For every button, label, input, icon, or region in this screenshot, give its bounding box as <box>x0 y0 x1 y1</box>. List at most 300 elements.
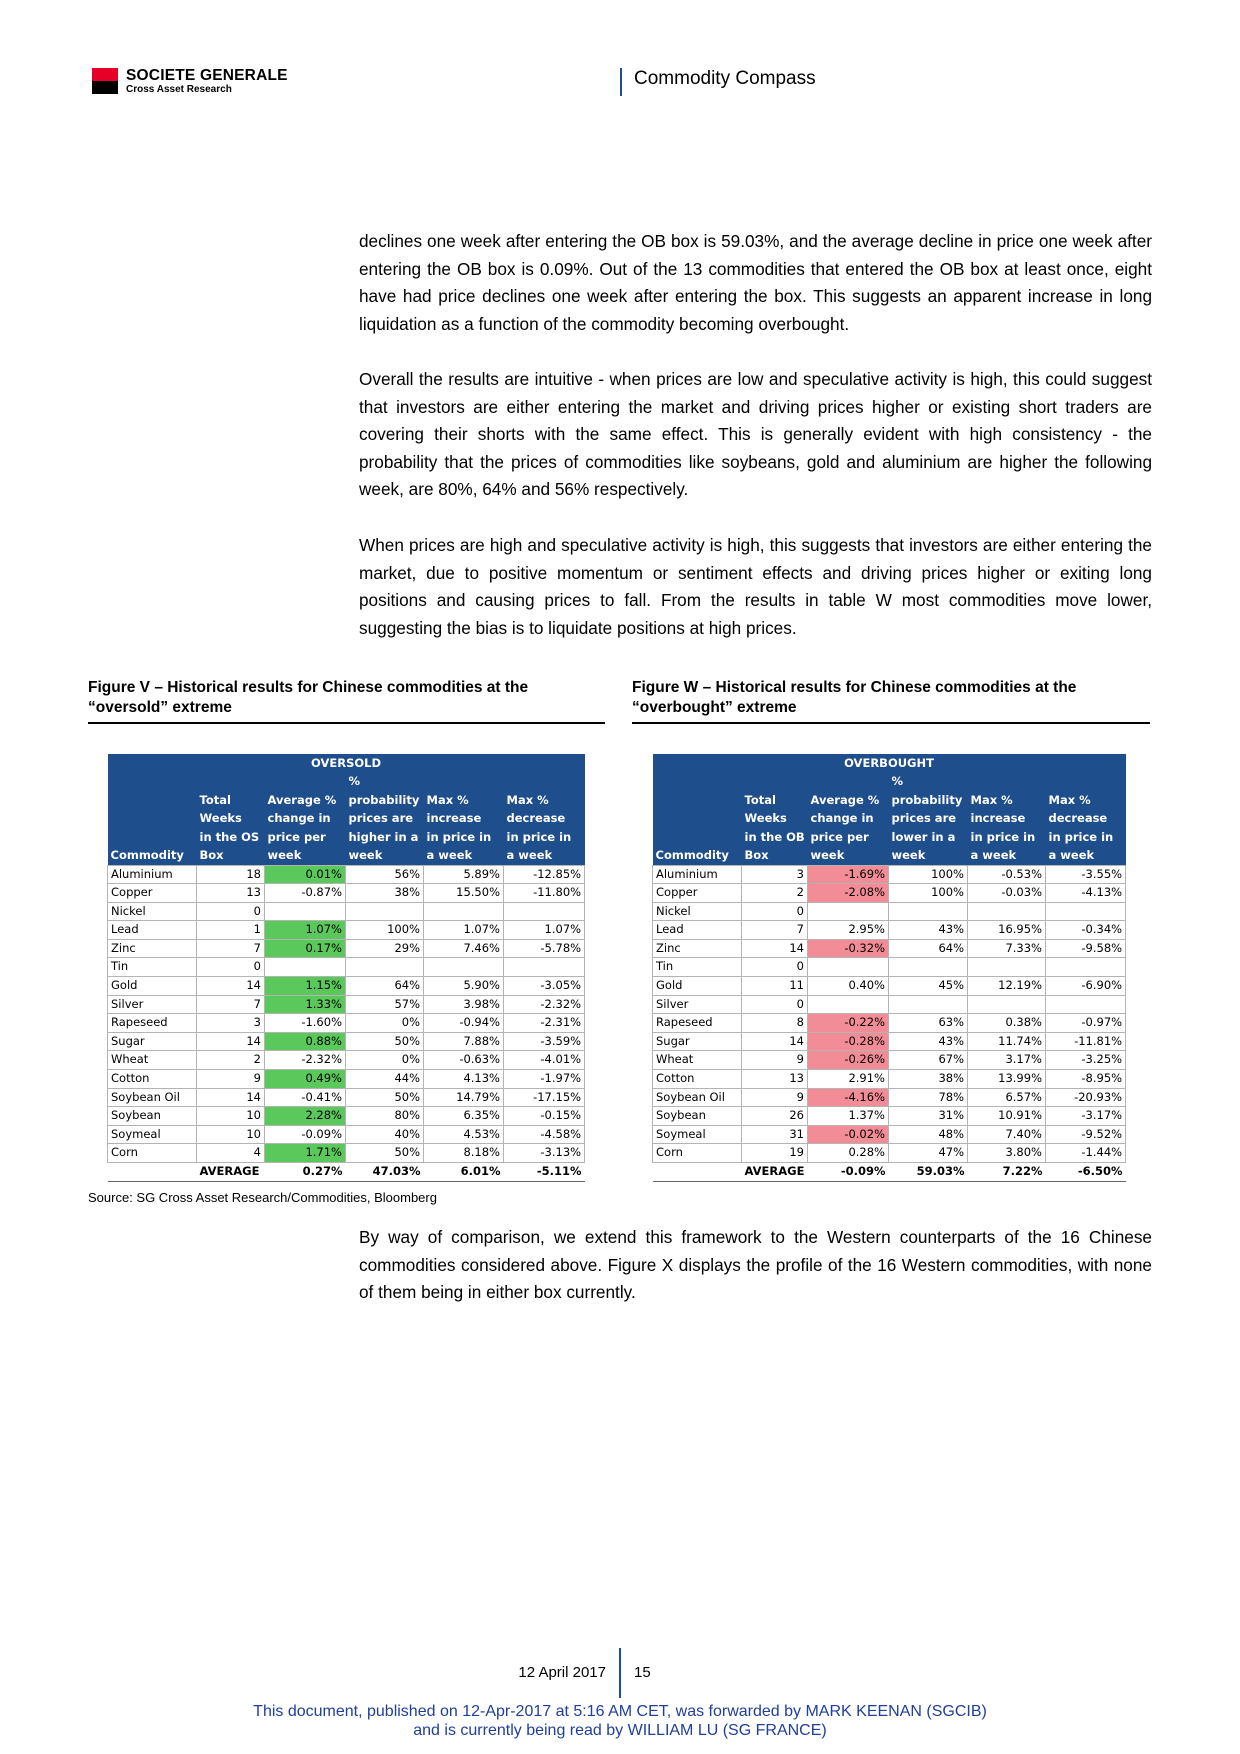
probability-cell: 47% <box>889 1144 968 1163</box>
max-decrease-cell: -11.81% <box>1046 1032 1126 1051</box>
avg-change-cell: 1.07% <box>265 921 346 940</box>
avg-change-cell: 1.33% <box>265 995 346 1014</box>
avg-change-cell: -1.60% <box>265 1014 346 1033</box>
max-increase-cell <box>968 995 1046 1014</box>
commodity-cell: Cotton <box>653 1070 742 1089</box>
commodity-cell: Sugar <box>108 1032 197 1051</box>
header-cell: week <box>808 846 889 865</box>
body-paragraph-4: By way of comparison, we extend this framework to the Western counterparts of the 16 Chinese commodities considered above. Figure X displays the profile of the 16 Western commodities, with none of them being in either box currently. <box>359 1227 1152 1302</box>
commodity-cell: Gold <box>108 977 197 996</box>
header-cell: a week <box>424 846 504 865</box>
weeks-cell: 7 <box>197 939 265 958</box>
probability-cell: 64% <box>346 977 424 996</box>
avg-change-cell: -0.26% <box>808 1051 889 1070</box>
max-decrease-cell <box>1046 902 1126 921</box>
header-cell: decrease <box>1046 809 1126 828</box>
avg-change-cell: -0.02% <box>808 1125 889 1144</box>
weeks-cell: 10 <box>197 1107 265 1126</box>
header-cell: in price in <box>424 828 504 847</box>
commodity-cell: Silver <box>108 995 197 1014</box>
weeks-cell: 0 <box>742 902 808 921</box>
max-increase-cell: 6.57% <box>968 1088 1046 1107</box>
avg-change-cell: 0.28% <box>808 1144 889 1163</box>
weeks-cell: 9 <box>742 1088 808 1107</box>
max-increase-cell: 3.17% <box>968 1051 1046 1070</box>
commodity-cell: Corn <box>108 1144 197 1163</box>
max-decrease-cell: -0.34% <box>1046 921 1126 940</box>
avg-change-cell: -0.87% <box>265 884 346 903</box>
average-max-increase: 6.01% <box>424 1163 504 1182</box>
header-commodity: Commodity <box>108 846 197 865</box>
probability-cell: 43% <box>889 921 968 940</box>
figure-w-caption: Figure W – Historical results for Chinese commodities at the “overbought” extreme <box>632 679 1077 716</box>
max-decrease-cell: -4.58% <box>504 1125 585 1144</box>
table-row <box>108 939 585 958</box>
table-row <box>108 1125 585 1144</box>
max-decrease-cell: -3.17% <box>1046 1107 1126 1126</box>
avg-change-cell: 0.49% <box>265 1070 346 1089</box>
header-cell: Weeks <box>742 809 808 828</box>
weeks-cell: 7 <box>742 921 808 940</box>
average-change: -0.09% <box>808 1163 889 1182</box>
commodity-cell: Lead <box>108 921 197 940</box>
header-cell: probability <box>346 791 424 810</box>
max-decrease-cell: -9.58% <box>1046 939 1126 958</box>
max-decrease-cell: -1.44% <box>1046 1144 1126 1163</box>
table-row <box>108 1051 585 1070</box>
figure-v-rule <box>88 722 605 724</box>
max-increase-cell: 3.80% <box>968 1144 1046 1163</box>
max-decrease-cell: -4.01% <box>504 1051 585 1070</box>
table-row <box>653 1051 1126 1070</box>
max-decrease-cell: -6.90% <box>1046 977 1126 996</box>
table-row <box>653 958 1126 977</box>
header-cell: Total <box>197 791 265 810</box>
weeks-cell: 8 <box>742 1014 808 1033</box>
commodity-cell: Copper <box>108 884 197 903</box>
weeks-cell: 0 <box>742 958 808 977</box>
avg-change-cell: -0.28% <box>808 1032 889 1051</box>
avg-change-cell: 1.37% <box>808 1107 889 1126</box>
weeks-cell: 2 <box>742 884 808 903</box>
commodity-cell: Soybean <box>108 1107 197 1126</box>
table-row <box>653 1070 1126 1089</box>
avg-change-cell: -0.41% <box>265 1088 346 1107</box>
max-increase-cell: 5.89% <box>424 865 504 884</box>
header-cell: Average % <box>808 791 889 810</box>
max-decrease-cell: -4.13% <box>1046 884 1126 903</box>
weeks-cell: 9 <box>197 1070 265 1089</box>
avg-change-cell <box>808 958 889 977</box>
probability-cell: 40% <box>346 1125 424 1144</box>
header-cell: in price in <box>1046 828 1126 847</box>
header-cell: increase <box>424 809 504 828</box>
header-cell: a week <box>1046 846 1126 865</box>
body-paragraph-2: Overall the results are intuitive - when prices are low and speculative activity is high, this could suggest that investors are either entering the market and driving prices higher or existing short traders are covering their shorts with the same effect. This is generally evident with high consistency - the probability that the prices of commodities like soybeans, gold and aluminium are higher the following week, are 80%, 64% and 56% respectively. <box>359 369 1152 499</box>
header-cell: Max % <box>1046 791 1126 810</box>
footer-divider <box>619 1648 621 1698</box>
average-max-increase: 7.22% <box>968 1163 1046 1182</box>
max-increase-cell <box>968 902 1046 921</box>
max-increase-cell: 5.90% <box>424 977 504 996</box>
source-note: Source: SG Cross Asset Research/Commodities, Bloomberg <box>88 1190 437 1205</box>
avg-change-cell: 1.15% <box>265 977 346 996</box>
table-row <box>653 977 1126 996</box>
avg-change-cell <box>808 995 889 1014</box>
avg-change-cell: -1.69% <box>808 865 889 884</box>
weeks-cell: 14 <box>197 1088 265 1107</box>
commodity-cell: Rapeseed <box>108 1014 197 1033</box>
probability-cell: 31% <box>889 1107 968 1126</box>
avg-change-cell <box>265 902 346 921</box>
header-cell: week <box>889 846 968 865</box>
weeks-cell: 18 <box>197 865 265 884</box>
probability-cell: 64% <box>889 939 968 958</box>
commodity-cell: Cotton <box>108 1070 197 1089</box>
max-increase-cell: 0.38% <box>968 1014 1046 1033</box>
figure-w-overbought-table <box>652 754 1126 1182</box>
max-increase-cell <box>424 958 504 977</box>
max-increase-cell: 4.53% <box>424 1125 504 1144</box>
table-row <box>653 939 1126 958</box>
table-row <box>108 1144 585 1163</box>
avg-change-cell: 2.91% <box>808 1070 889 1089</box>
avg-change-cell: 0.88% <box>265 1032 346 1051</box>
header-cell: Max % <box>968 791 1046 810</box>
max-decrease-cell: -3.05% <box>504 977 585 996</box>
weeks-cell: 14 <box>197 1032 265 1051</box>
table-row <box>108 1107 585 1126</box>
average-row <box>653 1163 1126 1182</box>
table-row <box>108 995 585 1014</box>
weeks-cell: 14 <box>197 977 265 996</box>
header-cell: Box <box>742 846 808 865</box>
probability-cell <box>889 995 968 1014</box>
probability-cell: 38% <box>346 884 424 903</box>
max-increase-cell: 4.13% <box>424 1070 504 1089</box>
max-increase-cell: 13.99% <box>968 1070 1046 1089</box>
max-increase-cell: 15.50% <box>424 884 504 903</box>
table-row <box>653 995 1126 1014</box>
max-decrease-cell: -3.25% <box>1046 1051 1126 1070</box>
commodity-cell: Soymeal <box>108 1125 197 1144</box>
probability-cell: 0% <box>346 1051 424 1070</box>
probability-cell <box>889 902 968 921</box>
probability-cell <box>889 958 968 977</box>
max-decrease-cell: -17.15% <box>504 1088 585 1107</box>
forwarding-notice-line-2: and is currently being read by WILLIAM LU (SG FRANCE) <box>413 1722 827 1739</box>
commodity-cell: Corn <box>653 1144 742 1163</box>
body-paragraph-3: When prices are high and speculative activity is high, this suggests that investors are either entering the market, due to positive momentum or sentiment effects and driving prices higher or exiting long positions and causing prices to fall. From the results in table W most commodities move lower, suggesting the bias is to liquidate positions at high prices. <box>359 535 1152 638</box>
weeks-cell: 10 <box>197 1125 265 1144</box>
probability-cell: 50% <box>346 1032 424 1051</box>
forwarding-notice-line-1: This document, published on 12-Apr-2017 at 5:16 AM CET, was forwarded by MARK KEENAN (SGCIB) <box>253 1703 987 1720</box>
average-row <box>108 1163 585 1182</box>
max-increase-cell: 11.74% <box>968 1032 1046 1051</box>
brand-name: SOCIETE GENERALE <box>126 67 288 84</box>
max-increase-cell: 7.88% <box>424 1032 504 1051</box>
weeks-cell: 14 <box>742 1032 808 1051</box>
weeks-cell: 2 <box>197 1051 265 1070</box>
brand-mark-icon <box>92 68 118 94</box>
weeks-cell: 13 <box>197 884 265 903</box>
weeks-cell: 31 <box>742 1125 808 1144</box>
weeks-cell: 13 <box>742 1070 808 1089</box>
commodity-cell: Aluminium <box>108 865 197 884</box>
table-group-title: OVERBOUGHT <box>653 754 1126 772</box>
header-cell: Total <box>742 791 808 810</box>
max-decrease-cell: 1.07% <box>504 921 585 940</box>
max-increase-cell: 7.40% <box>968 1125 1046 1144</box>
max-increase-cell: 12.19% <box>968 977 1046 996</box>
header-cell: Average % <box>265 791 346 810</box>
max-increase-cell: 3.98% <box>424 995 504 1014</box>
max-increase-cell: 1.07% <box>424 921 504 940</box>
header-cell: a week <box>504 846 585 865</box>
max-decrease-cell: -0.15% <box>504 1107 585 1126</box>
header-cell: change in <box>808 809 889 828</box>
weeks-cell: 3 <box>742 865 808 884</box>
avg-change-cell <box>808 902 889 921</box>
max-increase-cell <box>424 902 504 921</box>
header-cell: probability <box>889 791 968 810</box>
weeks-cell: 0 <box>742 995 808 1014</box>
weeks-cell: 9 <box>742 1051 808 1070</box>
max-decrease-cell: -3.59% <box>504 1032 585 1051</box>
commodity-cell: Zinc <box>108 939 197 958</box>
weeks-cell: 0 <box>197 958 265 977</box>
avg-change-cell: 2.95% <box>808 921 889 940</box>
max-decrease-cell: -1.97% <box>504 1070 585 1089</box>
probability-cell: 100% <box>889 884 968 903</box>
footer-date: 12 April 2017 <box>518 1664 606 1681</box>
commodity-cell: Soybean <box>653 1107 742 1126</box>
table-row <box>108 884 585 903</box>
avg-change-cell: 0.40% <box>808 977 889 996</box>
average-label: AVERAGE <box>197 1163 265 1182</box>
weeks-cell: 7 <box>197 995 265 1014</box>
probability-cell: 67% <box>889 1051 968 1070</box>
max-increase-cell <box>968 958 1046 977</box>
commodity-cell: Soymeal <box>653 1125 742 1144</box>
header-cell: prices are <box>346 809 424 828</box>
avg-change-cell: -2.08% <box>808 884 889 903</box>
max-decrease-cell: -11.80% <box>504 884 585 903</box>
probability-cell: 48% <box>889 1125 968 1144</box>
weeks-cell: 26 <box>742 1107 808 1126</box>
avg-change-cell: 0.17% <box>265 939 346 958</box>
probability-cell: 63% <box>889 1014 968 1033</box>
probability-cell: 38% <box>889 1070 968 1089</box>
commodity-cell: Tin <box>108 958 197 977</box>
weeks-cell: 11 <box>742 977 808 996</box>
commodity-cell: Wheat <box>653 1051 742 1070</box>
max-increase-cell: 8.18% <box>424 1144 504 1163</box>
avg-change-cell: -2.32% <box>265 1051 346 1070</box>
max-increase-cell: 7.33% <box>968 939 1046 958</box>
commodity-cell: Lead <box>653 921 742 940</box>
max-decrease-cell: -5.78% <box>504 939 585 958</box>
probability-cell: 45% <box>889 977 968 996</box>
header-cell: week <box>265 846 346 865</box>
commodity-cell: Zinc <box>653 939 742 958</box>
avg-change-cell: -0.32% <box>808 939 889 958</box>
avg-change-cell: -0.09% <box>265 1125 346 1144</box>
avg-change-cell: 0.01% <box>265 865 346 884</box>
probability-cell: 56% <box>346 865 424 884</box>
header-cell: Max % <box>424 791 504 810</box>
commodity-cell: Tin <box>653 958 742 977</box>
table-row <box>653 1107 1126 1126</box>
average-label: AVERAGE <box>742 1163 808 1182</box>
commodity-cell: Nickel <box>653 902 742 921</box>
probability-cell: 80% <box>346 1107 424 1126</box>
max-decrease-cell: -2.31% <box>504 1014 585 1033</box>
max-decrease-cell <box>504 958 585 977</box>
table-row <box>108 1014 585 1033</box>
header-cell: a week <box>968 846 1046 865</box>
commodity-cell: Silver <box>653 995 742 1014</box>
table-row <box>653 1014 1126 1033</box>
table-row <box>108 902 585 921</box>
max-decrease-cell <box>504 902 585 921</box>
probability-cell <box>346 958 424 977</box>
weeks-cell: 4 <box>197 1144 265 1163</box>
commodity-cell: Aluminium <box>653 865 742 884</box>
probability-cell: 100% <box>346 921 424 940</box>
header-cell: in the OS <box>197 828 265 847</box>
commodity-cell: Soybean Oil <box>653 1088 742 1107</box>
table-row <box>653 902 1126 921</box>
average-change: 0.27% <box>265 1163 346 1182</box>
table-row <box>653 1125 1126 1144</box>
max-increase-cell: -0.53% <box>968 865 1046 884</box>
header-cell: in price in <box>504 828 585 847</box>
weeks-cell: 0 <box>197 902 265 921</box>
header-cell: price per <box>808 828 889 847</box>
commodity-cell: Nickel <box>108 902 197 921</box>
average-probability: 47.03% <box>346 1163 424 1182</box>
average-max-decrease: -6.50% <box>1046 1163 1126 1182</box>
probability-cell: 29% <box>346 939 424 958</box>
header-cell: increase <box>968 809 1046 828</box>
commodity-cell: Copper <box>653 884 742 903</box>
table-row <box>653 921 1126 940</box>
commodity-cell: Gold <box>653 977 742 996</box>
avg-change-cell: -0.22% <box>808 1014 889 1033</box>
table-row <box>653 884 1126 903</box>
table-group-title: OVERSOLD <box>108 754 585 772</box>
max-increase-cell: 6.35% <box>424 1107 504 1126</box>
table-row <box>108 977 585 996</box>
max-increase-cell: 16.95% <box>968 921 1046 940</box>
max-decrease-cell: -2.32% <box>504 995 585 1014</box>
table-row <box>108 921 585 940</box>
avg-change-cell: 2.28% <box>265 1107 346 1126</box>
commodity-cell: Wheat <box>108 1051 197 1070</box>
max-decrease-cell <box>1046 995 1126 1014</box>
probability-cell: 100% <box>889 865 968 884</box>
probability-cell: 50% <box>346 1088 424 1107</box>
document-title: Commodity Compass <box>634 68 816 89</box>
header-percent-sign: % <box>346 772 424 791</box>
weeks-cell: 14 <box>742 939 808 958</box>
max-increase-cell: -0.63% <box>424 1051 504 1070</box>
max-decrease-cell: -20.93% <box>1046 1088 1126 1107</box>
table-row <box>653 865 1126 884</box>
body-paragraph-1: declines one week after entering the OB box is 59.03%, and the average decline in price one week after entering the OB box is 0.09%. Out of the 13 commodities that entered the OB box at least once, eight have had price declines one week after entering the box. This suggests an apparent increase in long liquidation as a function of the commodity becoming overbought. <box>359 231 1152 334</box>
probability-cell: 0% <box>346 1014 424 1033</box>
table-row <box>108 1070 585 1089</box>
header-cell: change in <box>265 809 346 828</box>
table-row <box>108 958 585 977</box>
max-increase-cell: -0.94% <box>424 1014 504 1033</box>
max-increase-cell: 7.46% <box>424 939 504 958</box>
header-cell: prices are <box>889 809 968 828</box>
max-increase-cell: 10.91% <box>968 1107 1046 1126</box>
figure-w-rule <box>632 722 1150 724</box>
page-number: 15 <box>634 1664 651 1681</box>
figure-v-caption: Figure V – Historical results for Chinese commodities at the “oversold” extreme <box>88 679 529 716</box>
header-percent-sign: % <box>889 772 968 791</box>
probability-cell: 50% <box>346 1144 424 1163</box>
brand-subtitle: Cross Asset Research <box>126 84 232 95</box>
probability-cell: 78% <box>889 1088 968 1107</box>
header-cell: week <box>346 846 424 865</box>
max-decrease-cell: -9.52% <box>1046 1125 1126 1144</box>
max-increase-cell: 14.79% <box>424 1088 504 1107</box>
table-row <box>108 1032 585 1051</box>
average-max-decrease: -5.11% <box>504 1163 585 1182</box>
probability-cell: 57% <box>346 995 424 1014</box>
max-decrease-cell: -8.95% <box>1046 1070 1126 1089</box>
header-cell: price per <box>265 828 346 847</box>
avg-change-cell <box>265 958 346 977</box>
max-decrease-cell: -3.13% <box>504 1144 585 1163</box>
table-row <box>108 865 585 884</box>
table-row <box>653 1032 1126 1051</box>
header-cell: Max % <box>504 791 585 810</box>
header-cell: Weeks <box>197 809 265 828</box>
probability-cell: 44% <box>346 1070 424 1089</box>
average-probability: 59.03% <box>889 1163 968 1182</box>
header-cell: lower in a <box>889 828 968 847</box>
table-row <box>653 1144 1126 1163</box>
header-cell: decrease <box>504 809 585 828</box>
max-decrease-cell: -3.55% <box>1046 865 1126 884</box>
commodity-cell: Sugar <box>653 1032 742 1051</box>
header-divider <box>620 68 622 96</box>
max-decrease-cell <box>1046 958 1126 977</box>
avg-change-cell: -4.16% <box>808 1088 889 1107</box>
figure-v-oversold-table <box>107 754 585 1182</box>
max-decrease-cell: -12.85% <box>504 865 585 884</box>
commodity-cell: Soybean Oil <box>108 1088 197 1107</box>
header-cell: in the OB <box>742 828 808 847</box>
table-row <box>108 1088 585 1107</box>
weeks-cell: 1 <box>197 921 265 940</box>
header-cell: Box <box>197 846 265 865</box>
table-row <box>653 1088 1126 1107</box>
header-cell: higher in a <box>346 828 424 847</box>
max-decrease-cell: -0.97% <box>1046 1014 1126 1033</box>
probability-cell <box>346 902 424 921</box>
probability-cell: 43% <box>889 1032 968 1051</box>
max-increase-cell: -0.03% <box>968 884 1046 903</box>
commodity-cell: Rapeseed <box>653 1014 742 1033</box>
header-cell: in price in <box>968 828 1046 847</box>
avg-change-cell: 1.71% <box>265 1144 346 1163</box>
